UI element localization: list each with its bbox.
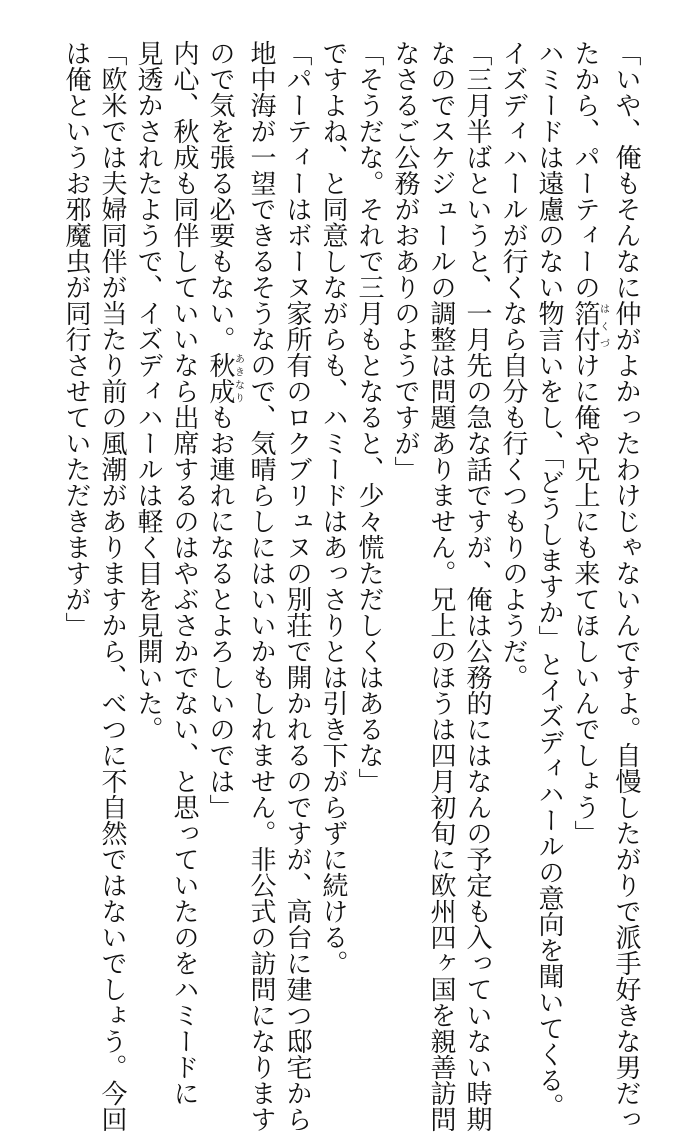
text-line-6: なのでスケジュールの調整は問題ありません。兄上のほうは四月初旬に欧州四ヶ国を親善訪問 — [426, 40, 456, 1132]
text-line-4: イズディハールが行くなら自分も行くつもりのようだ。 — [498, 40, 528, 690]
text-line-10: 「パーティーはボーヌ家所有のロクブリュヌの別荘で開かれるのですが、高台に建つ邸宅から — [282, 40, 312, 1132]
text-line-12 — [202, 40, 243, 970]
text-line-5: 「三月半ばというと、一月先の急な話ですが、俺は公務的にはなんの予定も入っていない時期 — [462, 40, 492, 1132]
text-line-14: 見透かされたようで、イズディハールは軽く目を見開いた。 — [133, 40, 163, 742]
ruby-hakuzuke — [570, 300, 609, 352]
text-line-1: 「いや、俺もそんなに仲がよかったわけじゃないんですよ。自慢したがりで派手好きな男だっ — [611, 40, 641, 1132]
text-line-2-part-a: たから、パーティーの — [570, 40, 600, 300]
ruby-hakuzuke-base: 箔付 — [570, 300, 600, 352]
text-line-16: は俺というお邪魔虫が同行させていただきますが」 — [61, 40, 91, 638]
text-line-12-part-b: もお連れになるとよろしいのでは」 — [205, 404, 235, 820]
ruby-hakuzuke-reading: はくづ — [597, 300, 609, 352]
text-line-9: ですよね、と同意しながらも、ハミードはあっさりとは引き下がらずに続ける。 — [318, 40, 348, 976]
ruby-akinari-base: 秋成 — [205, 352, 235, 404]
text-line-11: 地中海が一望できるそうなので、気晴らしにはいいかもしれません。非公式の訪問になります — [246, 40, 276, 1132]
text-line-12-part-a: ので気を張る必要もない。 — [205, 40, 235, 352]
vertical-text-block — [58, 40, 644, 1132]
text-line-13: 内心、秋成も同伴していいなら出席するのはやぶさかでない、と思っていたのをハミードに — [169, 40, 199, 1106]
text-line-3: ハミードは遠慮のない物言いをし、「どうしますか」とイズディハールの意向を聞いてくる。 — [534, 40, 564, 1119]
text-line-15: 「欧米では夫婦同伴が当たり前の風潮がありますから、べつに不自然ではないでしょう。今回 — [97, 40, 127, 1132]
text-line-2-part-b: けに俺や兄上にも来てほしいんでしょう」 — [570, 352, 600, 846]
ruby-akinari-reading: あきなり — [232, 352, 244, 404]
text-line-2 — [567, 40, 608, 970]
text-line-8: 「そうだな。それで三月もとなると、少々慌ただしくはあるな」 — [354, 40, 384, 794]
ruby-akinari — [205, 352, 244, 404]
text-line-7: なさるご公務がおありのようですが」 — [390, 40, 420, 482]
